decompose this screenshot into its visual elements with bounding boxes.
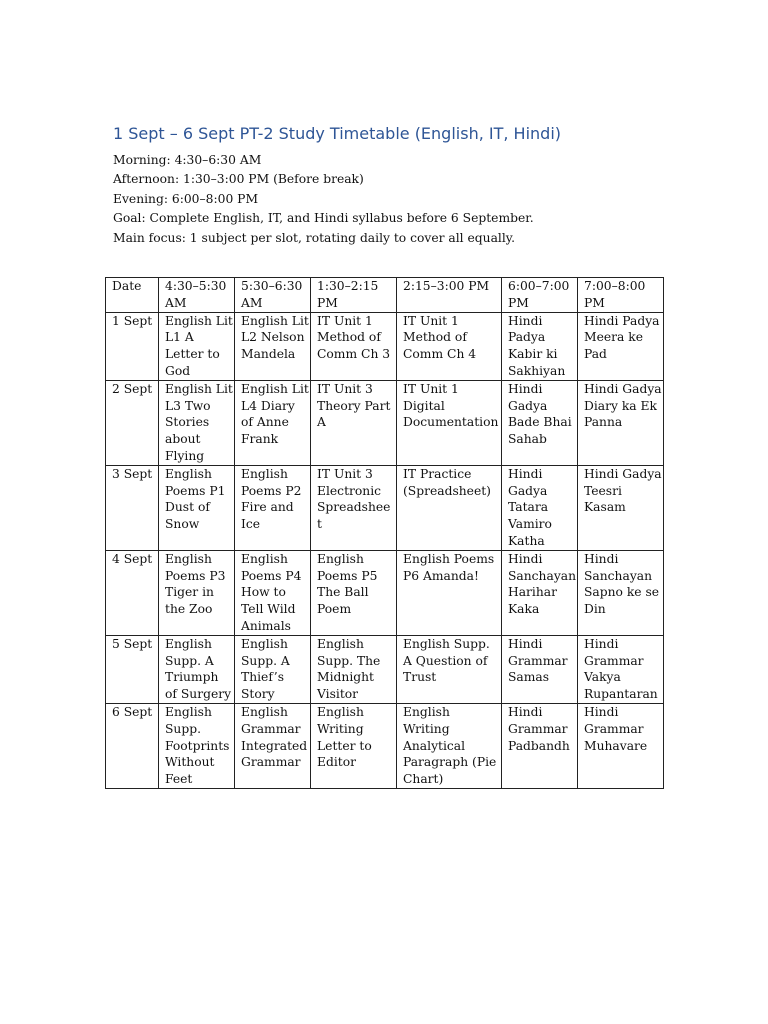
table-cell: IT Practice (Spreadsheet)	[397, 465, 502, 550]
table-cell: English Poems P3 Tiger in the Zoo	[159, 550, 235, 635]
table-cell: Hindi Grammar Vakya Rupantaran	[578, 635, 664, 703]
table-cell: English Lit L4 Diary of Anne Frank	[235, 380, 311, 465]
table-cell: Hindi Grammar Muhavare	[578, 703, 664, 788]
table-row	[106, 703, 664, 788]
table-cell: English Poems P4 How to Tell Wild Animals	[235, 550, 311, 635]
table-cell: English Supp. A Triumph of Surgery	[159, 635, 235, 703]
table-cell: English Lit L3 Two Stories about Flying	[159, 380, 235, 465]
table-cell: English Poems P5 The Ball Poem	[311, 550, 397, 635]
table-cell: Hindi Gadya Tatara Vamiro Katha	[502, 465, 578, 550]
info-line-morning: Morning: 4:30–6:30 AM	[113, 153, 262, 167]
header-cell-slot-1: 4:30–5:30 AM	[159, 278, 235, 313]
info-block	[113, 151, 534, 248]
table-row	[106, 380, 664, 465]
table-cell: Hindi Sanchayan Sapno ke se Din	[578, 550, 664, 635]
date-cell: 1 Sept	[106, 312, 159, 380]
table-cell: IT Unit 1 Digital Documentation	[397, 380, 502, 465]
info-line-focus: Main focus: 1 subject per slot, rotating daily to cover all equally.	[113, 230, 516, 245]
table-cell: IT Unit 3 Electronic Spreadsheet	[311, 465, 397, 550]
info-line-goal: Goal: Complete English, IT, and Hindi syllabus before 6 September.	[113, 211, 534, 226]
table-cell: Hindi Sanchayan Harihar Kaka	[502, 550, 578, 635]
table-cell: English Supp. The Midnight Visitor	[311, 635, 397, 703]
table-row	[106, 550, 664, 635]
table-row	[106, 635, 664, 703]
table-cell: IT Unit 1 Method of Comm Ch 3	[311, 312, 397, 380]
table-cell: English Writing Letter to Editor	[311, 703, 397, 788]
table-row	[106, 312, 664, 380]
document-title: 1 Sept – 6 Sept PT-2 Study Timetable (English, IT, Hindi)	[113, 124, 561, 143]
table-cell: English Lit L2 Nelson Mandela	[235, 312, 311, 380]
table-cell: English Supp. Footprints Without Feet	[159, 703, 235, 788]
table-cell: English Poems P2 Fire and Ice	[235, 465, 311, 550]
table-cell: Hindi Grammar Padbandh	[502, 703, 578, 788]
table-cell: English Supp. A Question of Trust	[397, 635, 502, 703]
table-row	[106, 465, 664, 550]
header-cell-slot-2: 5:30–6:30 AM	[235, 278, 311, 313]
header-cell-slot-3: 1:30–2:15 PM	[311, 278, 397, 313]
table-cell: English Lit L1 A Letter to God	[159, 312, 235, 380]
date-cell: 5 Sept	[106, 635, 159, 703]
table-cell: IT Unit 3 Theory Part A	[311, 380, 397, 465]
table-cell: Hindi Gadya Bade Bhai Sahab	[502, 380, 578, 465]
table-cell: Hindi Padya Meera ke Pad	[578, 312, 664, 380]
table-cell: English Poems P1 Dust of Snow	[159, 465, 235, 550]
header-cell-slot-5: 6:00–7:00 PM	[502, 278, 578, 313]
date-cell: 3 Sept	[106, 465, 159, 550]
table-cell: English Poems P6 Amanda!	[397, 550, 502, 635]
header-cell-date: Date	[106, 278, 159, 313]
date-cell: 4 Sept	[106, 550, 159, 635]
header-cell-slot-6: 7:00–8:00 PM	[578, 278, 664, 313]
table-cell: Hindi Grammar Samas	[502, 635, 578, 703]
table-cell: English Grammar Integrated Grammar	[235, 703, 311, 788]
date-cell: 2 Sept	[106, 380, 159, 465]
header-cell-slot-4: 2:15–3:00 PM	[397, 278, 502, 313]
info-line-afternoon: Afternoon: 1:30–3:00 PM (Before break)	[113, 172, 364, 187]
table-cell: Hindi Padya Kabir ki Sakhiyan	[502, 312, 578, 380]
date-cell: 6 Sept	[106, 703, 159, 788]
timetable	[105, 277, 664, 789]
table-cell: Hindi Gadya Teesri Kasam	[578, 465, 664, 550]
info-line-evening: Evening: 6:00–8:00 PM	[113, 191, 259, 206]
table-header-row	[106, 278, 664, 313]
table-cell: English Writing Analytical Paragraph (Pie Chart)	[397, 703, 502, 788]
table-cell: English Supp. A Thief’s Story	[235, 635, 311, 703]
table-cell: IT Unit 1 Method of Comm Ch 4	[397, 312, 502, 380]
table-cell: Hindi Gadya Diary ka Ek Panna	[578, 380, 664, 465]
